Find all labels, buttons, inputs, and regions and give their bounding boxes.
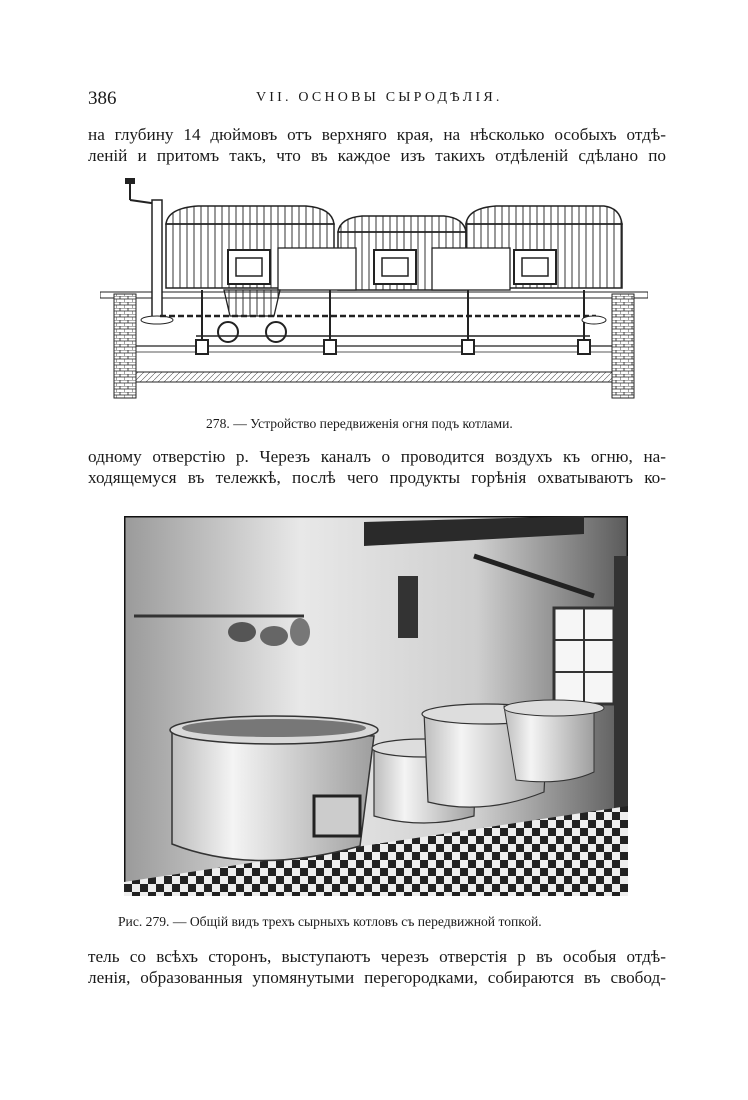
figure-278-caption: 278. — Устройство передвиженія огня подъ котлами. (206, 416, 513, 431)
text-line: одному отверстію p. Черезъ каналъ o проводится воздухъ къ огню, на- (88, 447, 666, 466)
text-line: ленія, образованныя упомянутыми перегородками, собираются въ свобод- (88, 968, 666, 987)
paragraph-2 (88, 446, 666, 488)
figure-279-caption: Рис. 279. — Общій видъ трехъ сырныхъ котловъ съ передвижной топкой. (118, 914, 542, 929)
cheese-boilers-photograph (124, 516, 628, 896)
boiler-cross-section-drawing (100, 176, 648, 408)
paragraph-1 (88, 124, 666, 166)
page-number: 386 (88, 88, 117, 109)
text-line: на глубину 14 дюймовъ отъ верхняго края, на нѣсколько особыхъ отдѣ- (88, 125, 666, 144)
page-header (88, 88, 668, 112)
text-line: тель со всѣхъ сторонъ, выступаютъ черезъ отверстія p въ особыя отдѣ- (88, 947, 666, 966)
running-title: VII. ОСНОВЫ СЫРОДѢЛІЯ. (256, 90, 503, 105)
paragraph-3 (88, 946, 666, 988)
text-line: ходящемуся въ тележкѣ, послѣ чего продукты горѣнія охватываютъ ко- (88, 468, 666, 487)
text-line: леній и притомъ такъ, что въ каждое изъ такихъ отдѣленій сдѣлано по (88, 146, 666, 165)
